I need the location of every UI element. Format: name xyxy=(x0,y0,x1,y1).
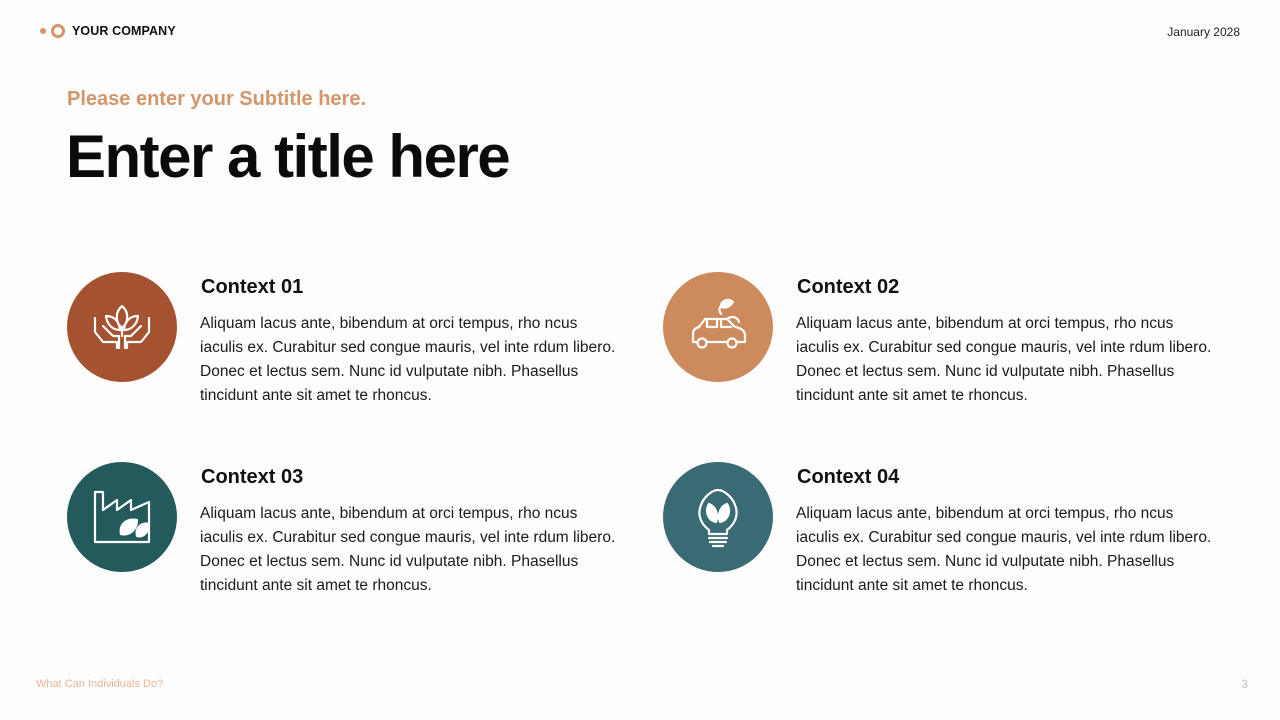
eco-factory-icon xyxy=(67,462,177,572)
logo-dot-icon xyxy=(40,28,46,34)
context-card-03 xyxy=(67,462,627,602)
eco-car-icon xyxy=(663,272,773,382)
card-title: Context 02 xyxy=(797,276,900,298)
card-body: Aliquam lacus ante, bibendum at orci tempus, rho ncus iaculis ex. Curabitur sed congue mauris, vel inte rdum libero. Donec et lectus sem. Nunc id vulputate nibh. Phasellus tincidunt ante sit amet te rhoncus. xyxy=(200,505,616,594)
card-title: Context 04 xyxy=(797,466,900,488)
card-body: Aliquam lacus ante, bibendum at orci tempus, rho ncus iaculis ex. Curabitur sed congue mauris, vel inte rdum libero. Donec et lectus sem. Nunc id vulputate nibh. Phasellus tincidunt ante sit amet te rhoncus. xyxy=(796,315,1212,404)
card-body: Aliquam lacus ante, bibendum at orci tempus, rho ncus iaculis ex. Curabitur sed congue mauris, vel inte rdum libero. Donec et lectus sem. Nunc id vulputate nibh. Phasellus tincidunt ante sit amet te rhoncus. xyxy=(200,315,616,404)
footer-section-title: What Can Individuals Do? xyxy=(36,678,164,690)
slide-subtitle: Please enter your Subtitle here. xyxy=(67,88,366,110)
card-title: Context 03 xyxy=(201,466,304,488)
context-card-02 xyxy=(663,272,1223,412)
header-date: January 2028 xyxy=(1167,25,1240,39)
page-number: 3 xyxy=(1241,677,1248,691)
eco-bulb-icon xyxy=(663,462,773,572)
company-logo xyxy=(40,24,176,38)
card-body: Aliquam lacus ante, bibendum at orci tempus, rho ncus iaculis ex. Curabitur sed congue mauris, vel inte rdum libero. Donec et lectus sem. Nunc id vulputate nibh. Phasellus tincidunt ante sit amet te rhoncus. xyxy=(796,505,1212,594)
company-name: YOUR COMPANY xyxy=(72,24,176,38)
context-card-04 xyxy=(663,462,1223,602)
card-title: Context 01 xyxy=(201,276,304,298)
hands-leaves-icon xyxy=(67,272,177,382)
logo-ring-icon xyxy=(51,24,65,38)
slide-title: Enter a title here xyxy=(66,123,510,190)
context-card-01 xyxy=(67,272,627,412)
